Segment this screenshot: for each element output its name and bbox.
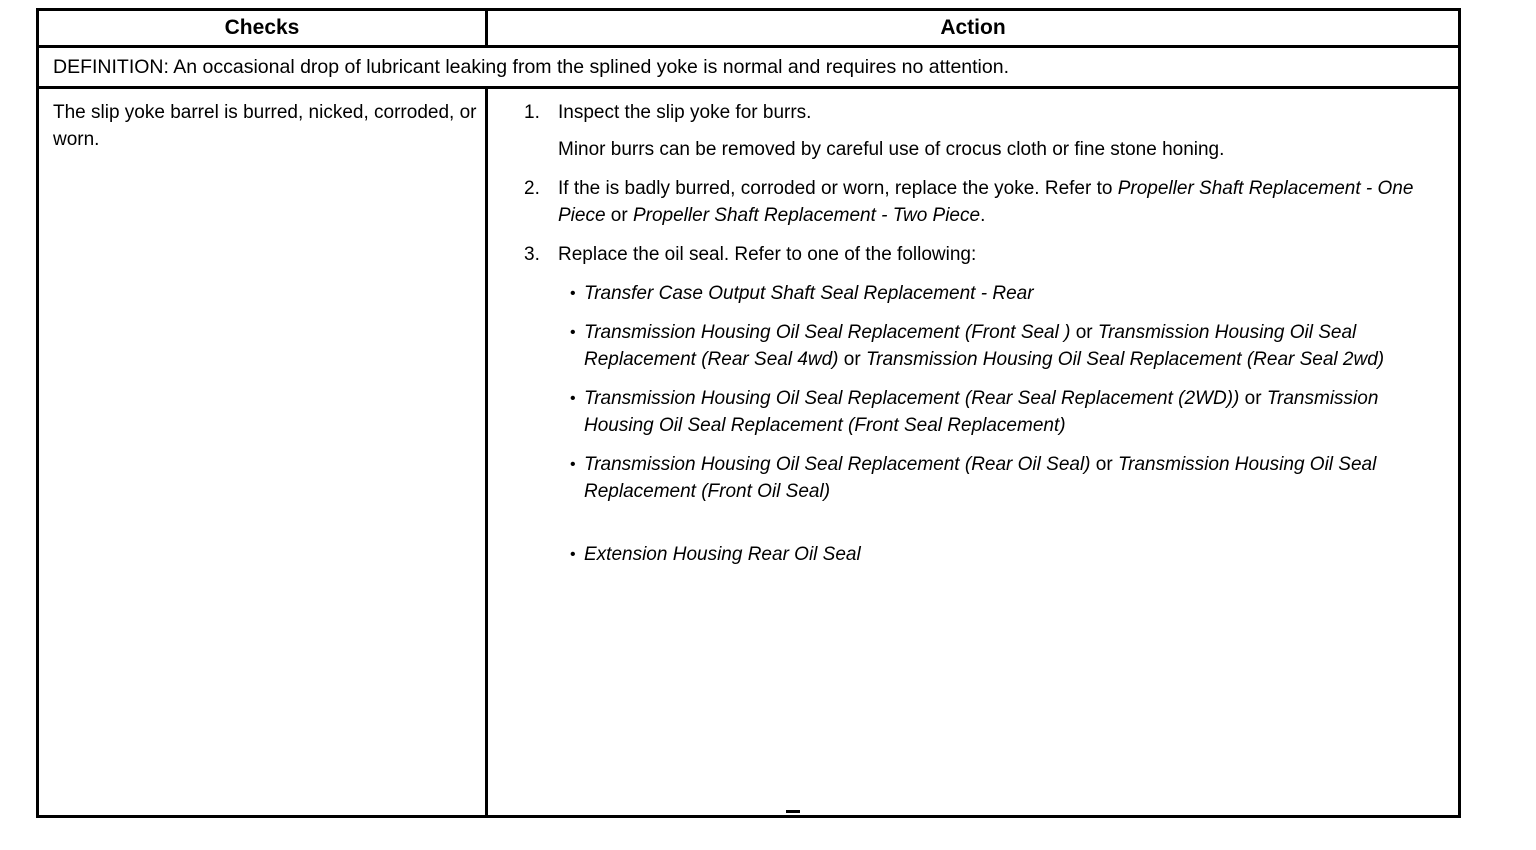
plain-text: If the is badly burred, corroded or worn, replace the yoke. Refer to bbox=[558, 178, 1118, 199]
reference-title-text: Transfer Case Output Shaft Seal Replacement - Rear bbox=[584, 283, 1034, 304]
bullet-icon: • bbox=[570, 390, 576, 407]
plain-text: . bbox=[980, 205, 986, 226]
bullet-item bbox=[558, 451, 1432, 505]
action-item bbox=[524, 175, 1432, 229]
checks-column-header: Checks bbox=[39, 11, 488, 45]
plain-text: Minor burrs can be removed by careful use of crocus cloth or fine stone honing. bbox=[558, 139, 1225, 160]
action-paragraph bbox=[558, 136, 1432, 163]
reference-title-text: Transmission Housing Oil Seal Replacement (Front Seal ) bbox=[584, 322, 1071, 343]
action-item-body bbox=[558, 99, 1432, 163]
reference-title-text: Transmission Housing Oil Seal Replacement (Front Oil Seal) bbox=[584, 454, 1377, 502]
bullet-item bbox=[558, 385, 1432, 439]
action-paragraph bbox=[558, 241, 1432, 268]
reference-title-text: Transmission Housing Oil Seal Replacement (Front Seal Replacement) bbox=[584, 388, 1379, 436]
plain-text: or bbox=[838, 349, 866, 370]
action-paragraph bbox=[558, 175, 1432, 229]
action-item-number: 2. bbox=[524, 178, 540, 199]
bullet-text bbox=[584, 280, 1432, 307]
reference-title-text: Propeller Shaft Replacement - Two Piece bbox=[632, 205, 981, 226]
plain-text: or bbox=[1239, 388, 1267, 409]
bullet-text bbox=[584, 451, 1432, 505]
action-item-number: 1. bbox=[524, 102, 540, 123]
reference-title-text: Extension Housing Rear Oil Seal bbox=[584, 544, 861, 565]
reference-title-text: Transmission Housing Oil Seal Replacement (Rear Oil Seal) bbox=[584, 454, 1091, 475]
bullet-icon: • bbox=[570, 456, 576, 473]
action-cell bbox=[488, 89, 1458, 815]
stray-mark bbox=[786, 810, 800, 813]
bullet-item bbox=[558, 280, 1432, 307]
bullet-icon: • bbox=[570, 546, 576, 563]
action-paragraph bbox=[558, 99, 1432, 126]
plain-text: or bbox=[1090, 454, 1118, 475]
bullet-icon: • bbox=[570, 285, 576, 302]
action-column-header: Action bbox=[940, 16, 1006, 39]
plain-text: or bbox=[1070, 322, 1098, 343]
reference-title-text: Transmission Housing Oil Seal Replacement (Rear Seal Replacement (2WD)) bbox=[584, 388, 1240, 409]
bullet-item bbox=[558, 319, 1432, 373]
action-list bbox=[524, 99, 1432, 568]
action-item-body bbox=[558, 241, 1432, 568]
reference-title-text: Transmission Housing Oil Seal Replacement (Rear Seal 4wd) bbox=[584, 322, 1357, 370]
reference-title-text: Propeller Shaft Replacement - One Piece bbox=[558, 178, 1414, 226]
definition-text: DEFINITION: An occasional drop of lubricant leaking from the splined yoke is normal and requires no attention. bbox=[53, 55, 1009, 78]
checks-action-table bbox=[36, 8, 1461, 818]
check-text: The slip yoke barrel is burred, nicked, corroded, or worn. bbox=[53, 102, 477, 150]
check-cell bbox=[39, 89, 488, 815]
action-item bbox=[524, 99, 1432, 163]
bullet-text bbox=[584, 385, 1432, 439]
plain-text: or bbox=[605, 205, 633, 226]
action-item-number: 3. bbox=[524, 244, 540, 265]
reference-title-text: Transmission Housing Oil Seal Replacement (Rear Seal 2wd) bbox=[865, 349, 1385, 370]
plain-text: Replace the oil seal. Refer to one of the following: bbox=[558, 244, 977, 265]
action-item bbox=[524, 241, 1432, 568]
plain-text: Inspect the slip yoke for burrs. bbox=[558, 102, 812, 123]
definition-row bbox=[39, 48, 1458, 89]
table-header-row bbox=[39, 11, 1458, 48]
bullet-icon: • bbox=[570, 324, 576, 341]
action-item-body bbox=[558, 175, 1432, 229]
bullet-item bbox=[558, 541, 1432, 568]
bullet-text bbox=[584, 541, 1432, 568]
table-body-row bbox=[39, 89, 1458, 815]
bullet-text bbox=[584, 319, 1432, 373]
